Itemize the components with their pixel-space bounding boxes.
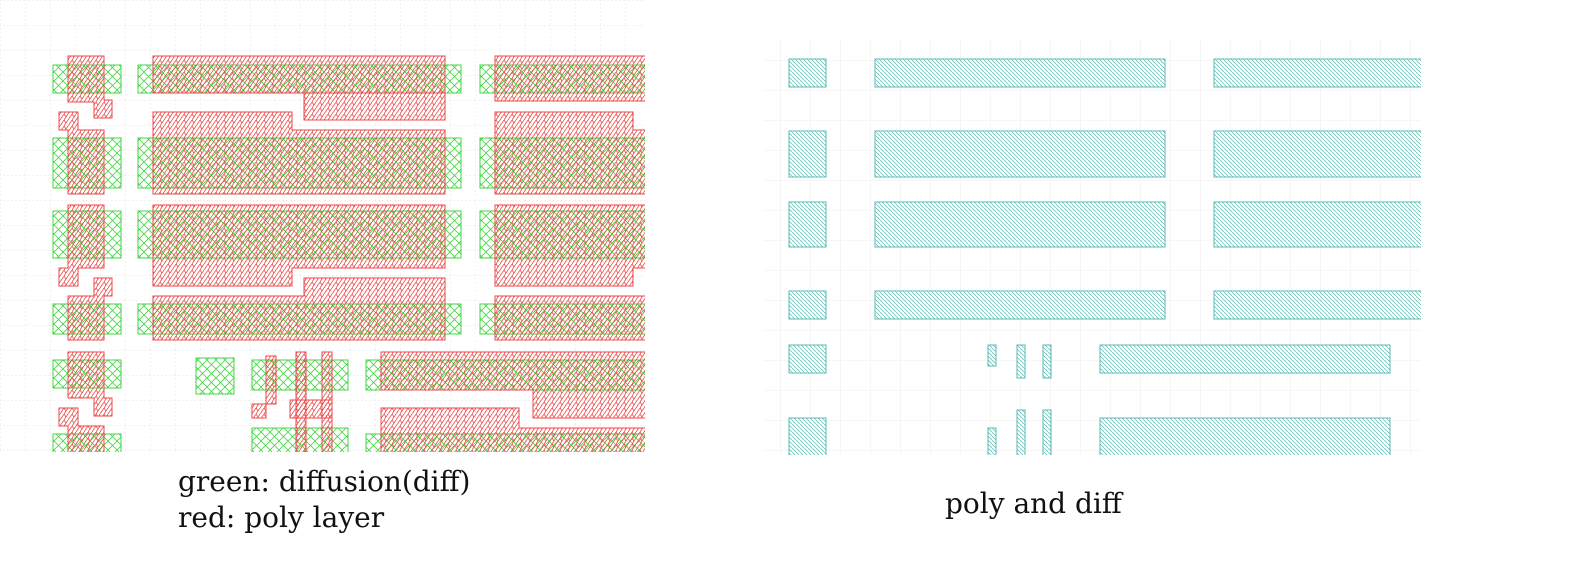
merged-rect xyxy=(1100,345,1390,373)
merged-rect xyxy=(1214,131,1429,177)
left-caption xyxy=(178,464,470,536)
merged-rect xyxy=(875,131,1165,177)
merged-rect xyxy=(1214,59,1429,87)
merged-rect xyxy=(1100,418,1390,458)
merged-rect xyxy=(1043,345,1051,378)
merged-rect xyxy=(875,291,1165,319)
left-layout-panel xyxy=(0,0,660,470)
merged-rect xyxy=(789,418,826,458)
merged-rect xyxy=(789,59,826,87)
poly-shape xyxy=(290,400,332,418)
merged-rect xyxy=(789,291,826,319)
poly-shape xyxy=(495,296,655,340)
merged-rect xyxy=(1214,291,1429,319)
merged-rect xyxy=(988,428,996,458)
caption-poly-line: red: poly layer xyxy=(178,501,385,534)
poly-shape xyxy=(153,56,445,93)
merged-rect xyxy=(789,345,826,373)
caption-diff-line: green: diffusion(diff) xyxy=(178,465,471,498)
merged-rect xyxy=(875,202,1165,247)
merged-rect xyxy=(789,202,826,247)
merged-rect xyxy=(988,345,996,366)
merged-rect xyxy=(1017,345,1025,378)
merged-rect xyxy=(1043,410,1051,458)
poly-shape xyxy=(495,56,655,101)
merged-rect xyxy=(789,131,826,177)
merged-rect xyxy=(875,59,1165,87)
diff-rect xyxy=(196,358,234,394)
merged-rect xyxy=(1017,410,1025,458)
right-layout-panel xyxy=(763,40,1429,458)
merged-rect xyxy=(1214,202,1429,247)
right-caption: poly and diff xyxy=(945,487,1122,520)
poly-shape xyxy=(304,93,445,120)
